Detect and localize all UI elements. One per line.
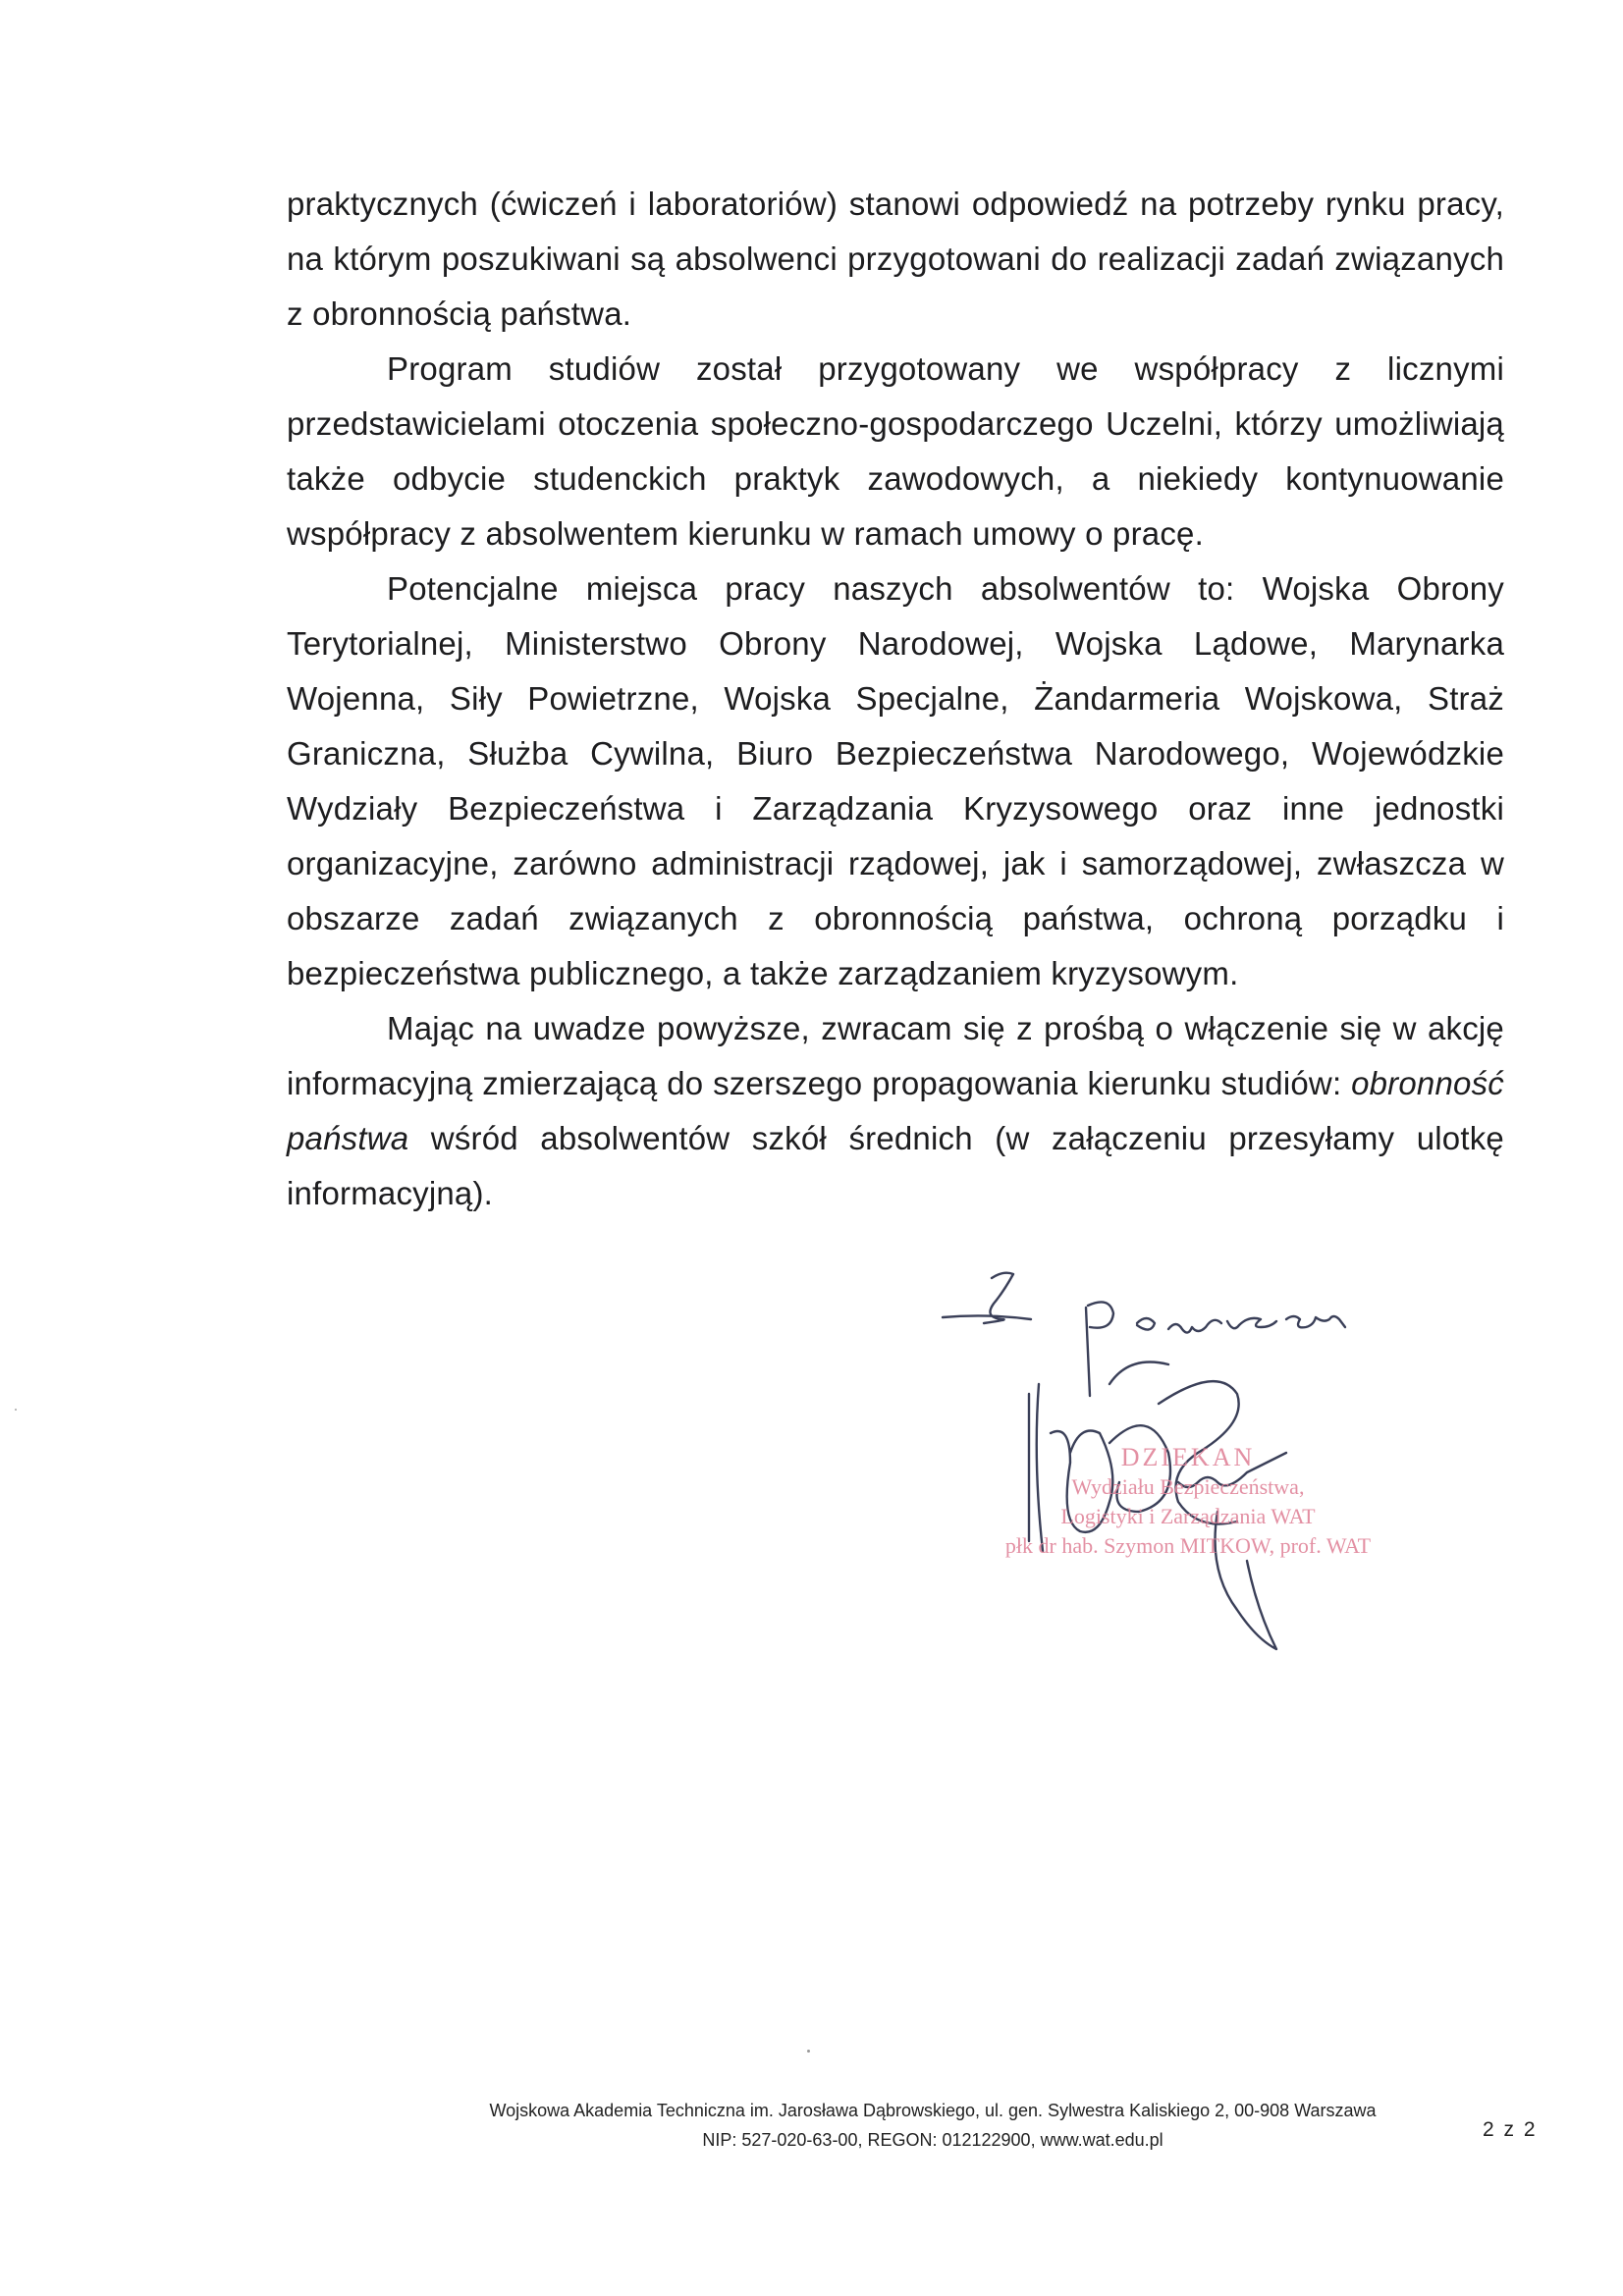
scan-speck [807,2050,810,2053]
footer-address: Wojskowa Akademia Techniczna im. Jarosława Dąbrowskiego, ul. gen. Sylwestra Kaliskiego 2, 00-908 Warszawa [489,2101,1377,2120]
paragraph-3: Potencjalne miejsca pracy naszych absolwentów to: Wojska Obrony Terytorialnej, Ministerstwo Obrony Narodowej, Wojska Lądowe, Marynarka Wojenna, Siły Powietrzne, Wojska Specjalne, Żandarmeria Wojskowa, Straż Graniczna, Służba Cywilna, Biuro Bezpieczeństwa Narodowego, Wojewódzkie Wydziały Bezpieczeństwa i Zarządzania Kryzysowego oraz inne jednostki organizacyjne, zarówno administracji rządowej, jak i samorządowej, zwłaszcza w obszarze zadań związanych z obronnością państwa, ochroną porządku i bezpieczeństwa publicznego, a także zarządzaniem kryzysowym. [287,570,1504,991]
footer-identifiers: NIP: 527-020-63-00, REGON: 012122900, www.wat.edu.pl [702,2130,1163,2150]
scan-mark [15,1409,17,1411]
stamp-signatory: płk dr hab. Szymon MITKOW, prof. WAT [1004,1533,1372,1558]
page-number: 2 z 2 [1483,2118,1538,2141]
footer [373,2096,1492,2155]
stamp-faculty-cont: Logistyki i Zarządzania WAT [1060,1504,1316,1528]
stamp-faculty: Wydziału Bezpieczeństwa, [1071,1474,1305,1499]
stamp-title: DZIEKAN [1120,1443,1256,1471]
signature-block [923,1247,1434,1708]
official-stamp [952,1443,1424,1561]
letter-body [287,177,1504,1221]
field-of-study-name: obronność państwa [287,1065,1504,1156]
paragraph-4-text-end: wśród absolwentów szkół średnich (w załączeniu przesyłamy ulotkę informacyjną). [287,1120,1504,1211]
paragraph-1: praktycznych (ćwiczeń i laboratoriów) stanowi odpowiedź na potrzeby rynku pracy, na którym poszukiwani są absolwenci przygotowani do realizacji zadań związanych z obronnością państwa. [287,186,1504,332]
paragraph-2: Program studiów został przygotowany we współpracy z licznymi przedstawicielami otoczenia społeczno-gospodarczego Uczelni, którzy umożliwiają także odbycie studenckich praktyk zawodowych, a niekiedy kontynuowanie współpracy z absolwentem kierunku w ramach umowy o pracę. [287,350,1504,552]
paragraph-4-text-start: Mając na uwadze powyższe, zwracam się z prośbą o włączenie się w akcję informacyjną zmierzającą do szerszego propagowania kierunku studiów: [287,1010,1504,1101]
handwriting-closing [943,1273,1031,1323]
paragraph-4 [287,1001,1504,1221]
